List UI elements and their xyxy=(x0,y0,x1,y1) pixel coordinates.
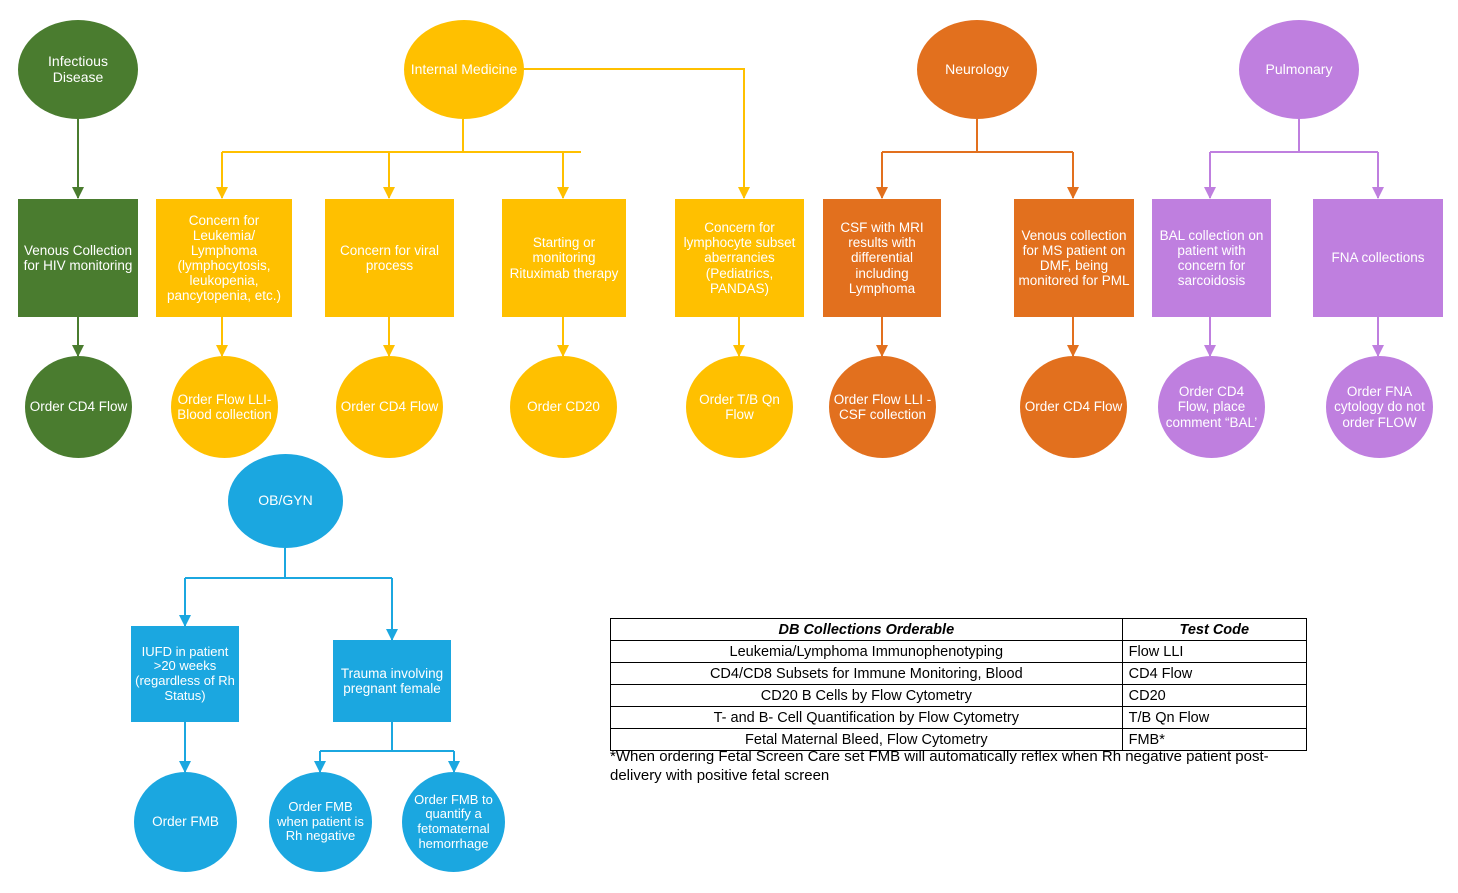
table-cell-collection: T- and B- Cell Quantification by Flow Cytometry xyxy=(611,707,1123,729)
node-ms-dmf[interactable]: Venous collection for MS patient on DMF, being monitored for PML xyxy=(1014,199,1134,317)
node-iufd[interactable]: IUFD in patient >20 weeks (regardless of Rh Status) xyxy=(131,626,239,722)
node-order-flow-lli-blood[interactable]: Order Flow LLI-Blood collection xyxy=(171,356,278,458)
node-order-cd20[interactable]: Order CD20 xyxy=(510,356,617,458)
table-cell-test-code: FMB* xyxy=(1122,729,1306,751)
node-order-fmb[interactable]: Order FMB xyxy=(134,772,237,872)
node-infectious-disease[interactable]: Infectious Disease xyxy=(18,20,138,119)
node-order-cd4-flow-bal[interactable]: Order CD4 Flow, place comment “BAL’ xyxy=(1158,356,1265,458)
node-rituximab[interactable]: Starting or monitoring Rituximab therapy xyxy=(502,199,626,317)
table-footnote: *When ordering Fetal Screen Care set FMB will automatically reflex when Rh negative patient post-delivery with positive fetal screen xyxy=(610,748,1269,784)
node-trauma-pregnant[interactable]: Trauma involving pregnant female xyxy=(333,640,451,722)
table-cell-test-code: T/B Qn Flow xyxy=(1122,707,1306,729)
table-cell-collection: Leukemia/Lymphoma Immunophenotyping xyxy=(611,641,1123,663)
node-order-flow-lli-csf[interactable]: Order Flow LLI -CSF collection xyxy=(829,356,936,458)
node-order-cd4-flow-id[interactable]: Order CD4 Flow xyxy=(25,356,132,458)
node-hiv-monitoring[interactable]: Venous Collection for HIV monitoring xyxy=(18,199,138,317)
node-bal-sarcoidosis[interactable]: BAL collection on patient with concern for sarcoidosis xyxy=(1152,199,1271,317)
node-viral-process[interactable]: Concern for viral process xyxy=(325,199,454,317)
table-cell-collection: CD4/CD8 Subsets for Immune Monitoring, Blood xyxy=(611,663,1123,685)
node-order-cd4-flow-neuro[interactable]: Order CD4 Flow xyxy=(1020,356,1127,458)
node-obgyn[interactable]: OB/GYN xyxy=(228,454,343,548)
table-cell-test-code: CD4 Flow xyxy=(1122,663,1306,685)
node-fna-collections[interactable]: FNA collections xyxy=(1313,199,1443,317)
node-internal-medicine[interactable]: Internal Medicine xyxy=(404,20,524,119)
node-order-tb-qn-flow[interactable]: Order T/B Qn Flow xyxy=(686,356,793,458)
table-row xyxy=(611,685,1307,707)
db-collections-table-wrapper xyxy=(610,618,1307,751)
table-row xyxy=(611,663,1307,685)
table-header-collections: DB Collections Orderable xyxy=(611,619,1123,641)
node-lymphocyte-subset[interactable]: Concern for lymphocyte subset aberrancies (Pediatrics, PANDAS) xyxy=(675,199,804,317)
table-row xyxy=(611,707,1307,729)
table-cell-test-code: CD20 xyxy=(1122,685,1306,707)
table-row xyxy=(611,641,1307,663)
node-leukemia-lymphoma[interactable]: Concern for Leukemia/ Lymphoma (lymphocytosis, leukopenia, pancytopenia, etc.) xyxy=(156,199,292,317)
node-pulmonary[interactable]: Pulmonary xyxy=(1239,20,1359,119)
db-collections-table xyxy=(610,618,1307,751)
node-order-fna-cytology[interactable]: Order FNA cytology do not order FLOW xyxy=(1326,356,1433,458)
table-header-row xyxy=(611,619,1307,641)
node-order-cd4-flow-viral[interactable]: Order CD4 Flow xyxy=(336,356,443,458)
table-cell-collection: Fetal Maternal Bleed, Flow Cytometry xyxy=(611,729,1123,751)
table-cell-collection: CD20 B Cells by Flow Cytometry xyxy=(611,685,1123,707)
node-neurology[interactable]: Neurology xyxy=(917,20,1037,119)
table-cell-test-code: Flow LLI xyxy=(1122,641,1306,663)
node-csf-mri[interactable]: CSF with MRI results with differential including Lymphoma xyxy=(823,199,941,317)
table-header-test-code: Test Code xyxy=(1122,619,1306,641)
node-order-fmb-rh-negative[interactable]: Order FMB when patient is Rh negative xyxy=(269,772,372,872)
node-order-fmb-quantify[interactable]: Order FMB to quantify a fetomaternal hemorrhage xyxy=(402,772,505,872)
